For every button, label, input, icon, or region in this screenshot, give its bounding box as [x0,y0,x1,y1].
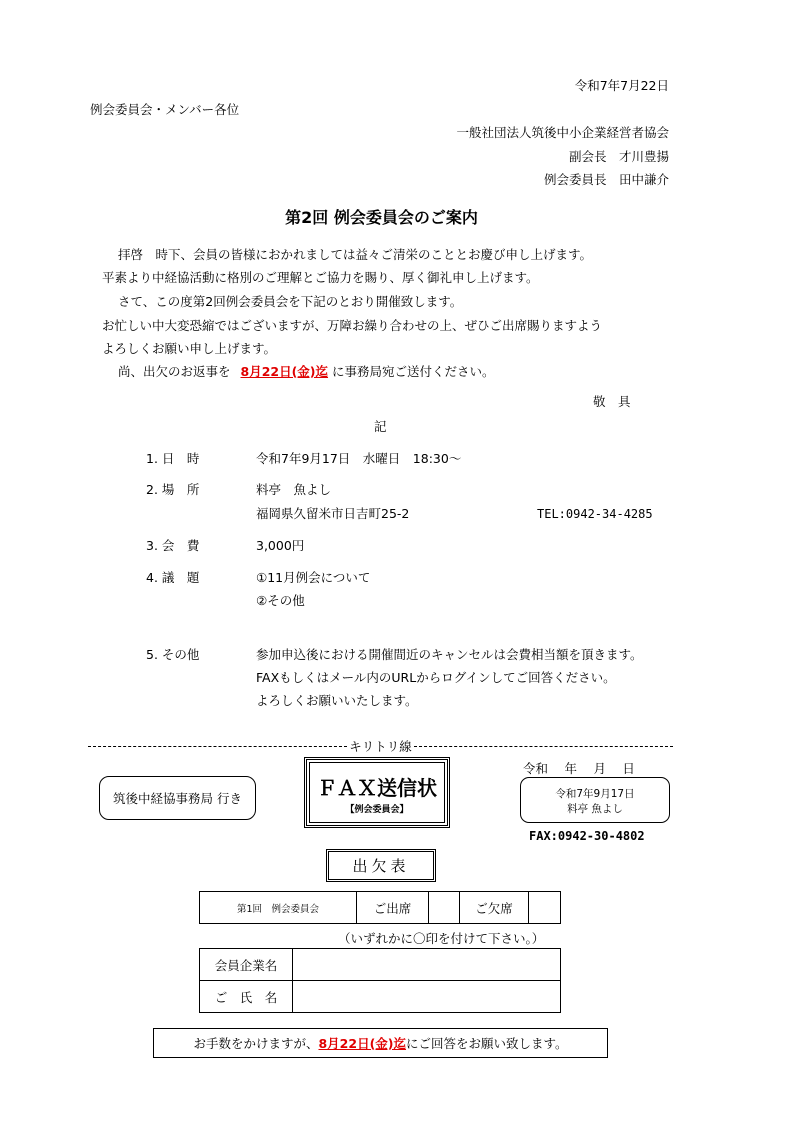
body-line-5: よろしくお願い申し上げます。 [102,341,277,356]
attend-label-cell [356,891,429,924]
item-3-label: 3. 会 費 [146,538,200,553]
cut-line-label: キリトリ線 [349,739,412,754]
company-label-cell [199,948,293,981]
item-1-label: 1. 日 時 [146,451,200,466]
reply-request-text: 尚、出欠のお返事を [118,364,231,379]
attendance-title-box [326,849,436,882]
attendance-instruction: （いずれかに〇印を付けて下さい。） [338,931,545,946]
addressee: 例会委員会・メンバー各位 [90,102,240,117]
fax-to-box [99,776,256,820]
meeting-name-cell [199,891,357,924]
fax-to-label: 筑後中経協事務局 行き [113,791,242,806]
item-5-label: 5. その他 [146,647,200,662]
item-3-value: 3,000円 [256,538,305,553]
attendance-title: 出欠表 [352,857,410,875]
absent-label-cell [459,891,529,924]
item-4-value-2: ②その他 [256,593,305,608]
footer-post: にご回答をお願い致します。 [406,1036,568,1051]
cut-line-dashes-right [414,746,673,747]
name-label: ご 氏 名 [214,989,278,1005]
item-2-tel: TEL:0942-34-4285 [537,507,653,521]
company-label: 会員企業名 [214,957,278,973]
item-4-value-1: ①11月例会について [256,570,371,585]
absent-label: ご欠席 [475,900,513,916]
item-2-label: 2. 場 所 [146,482,200,497]
closing-phrase: 敬 具 [593,394,631,409]
ki-heading: 記 [374,419,387,434]
footer-pre: お手数をかけますが、 [193,1036,319,1051]
name-field[interactable] [292,980,561,1013]
fax-date-blank: 令和 年 月 日 [523,761,635,776]
fax-title: ＦＡＸ送信状 [317,776,437,800]
reply-deadline: 8月22日(金)迄 [240,364,329,379]
footer-box [153,1028,608,1058]
body-line-1: 拝啓 時下、会員の皆様におかれましては益々ご清栄のこととお慶び申し上げます。 [118,247,593,262]
body-line-2: 平素より中経協活動に格別のご理解とご協力を賜り、厚く御礼申し上げます。 [102,270,539,285]
absent-mark-cell[interactable] [528,891,561,924]
item-5-value-2: FAXもしくはメール内のURLからログインしてご回答ください。 [256,670,616,685]
meeting-name: 第1回 例会委員会 [236,903,320,915]
item-1-value: 令和7年9月17日 水曜日 18:30～ [256,451,462,466]
cut-line-dashes-left [88,746,347,747]
venue-name: 料亭 魚よし [567,803,623,815]
reply-destination-text: に事務局宛ご送付ください。 [332,364,495,379]
item-5-value-3: よろしくお願いいたします。 [256,693,418,708]
venue-date: 令和7年9月17日 [555,788,635,800]
footer-deadline: 8月22日(金)迄 [318,1036,407,1051]
item-5-value-1: 参加申込後における開催間近のキャンセルは会費相当額を頂きます。 [256,647,643,662]
fax-subtitle: 【例会委員会】 [345,805,409,815]
page-title: 第2回 例会委員会のご案内 [285,208,478,227]
item-2-address: 福岡県久留米市日吉町25-2 [256,506,410,521]
attend-mark-cell[interactable] [428,891,460,924]
fax-title-box [304,757,450,828]
cut-line [88,737,673,755]
sender-committee-chair: 例会委員長 田中謙介 [543,172,669,187]
name-label-cell [199,980,293,1013]
sender-org: 一般社団法人筑後中小企業経営者協会 [456,125,669,140]
body-line-4: お忙しい中大変恐縮ではございますが、万障お繰り合わせの上、ぜひご出席賜りますよう [102,318,603,333]
letter-date: 令和7年7月22日 [574,78,669,93]
attend-label: ご出席 [373,900,412,916]
item-4-label: 4. 議 題 [146,570,200,585]
sender-vice-president: 副会長 才川豊揚 [568,149,669,164]
item-2-venue: 料亭 魚よし [256,482,332,497]
company-name-field[interactable] [292,948,561,981]
body-line-3: さて、この度第2回例会委員会を下記のとおり開催致します。 [118,294,463,309]
fax-number: FAX:0942-30-4802 [529,829,645,843]
body-line-6 [118,362,495,380]
venue-box [520,777,670,823]
